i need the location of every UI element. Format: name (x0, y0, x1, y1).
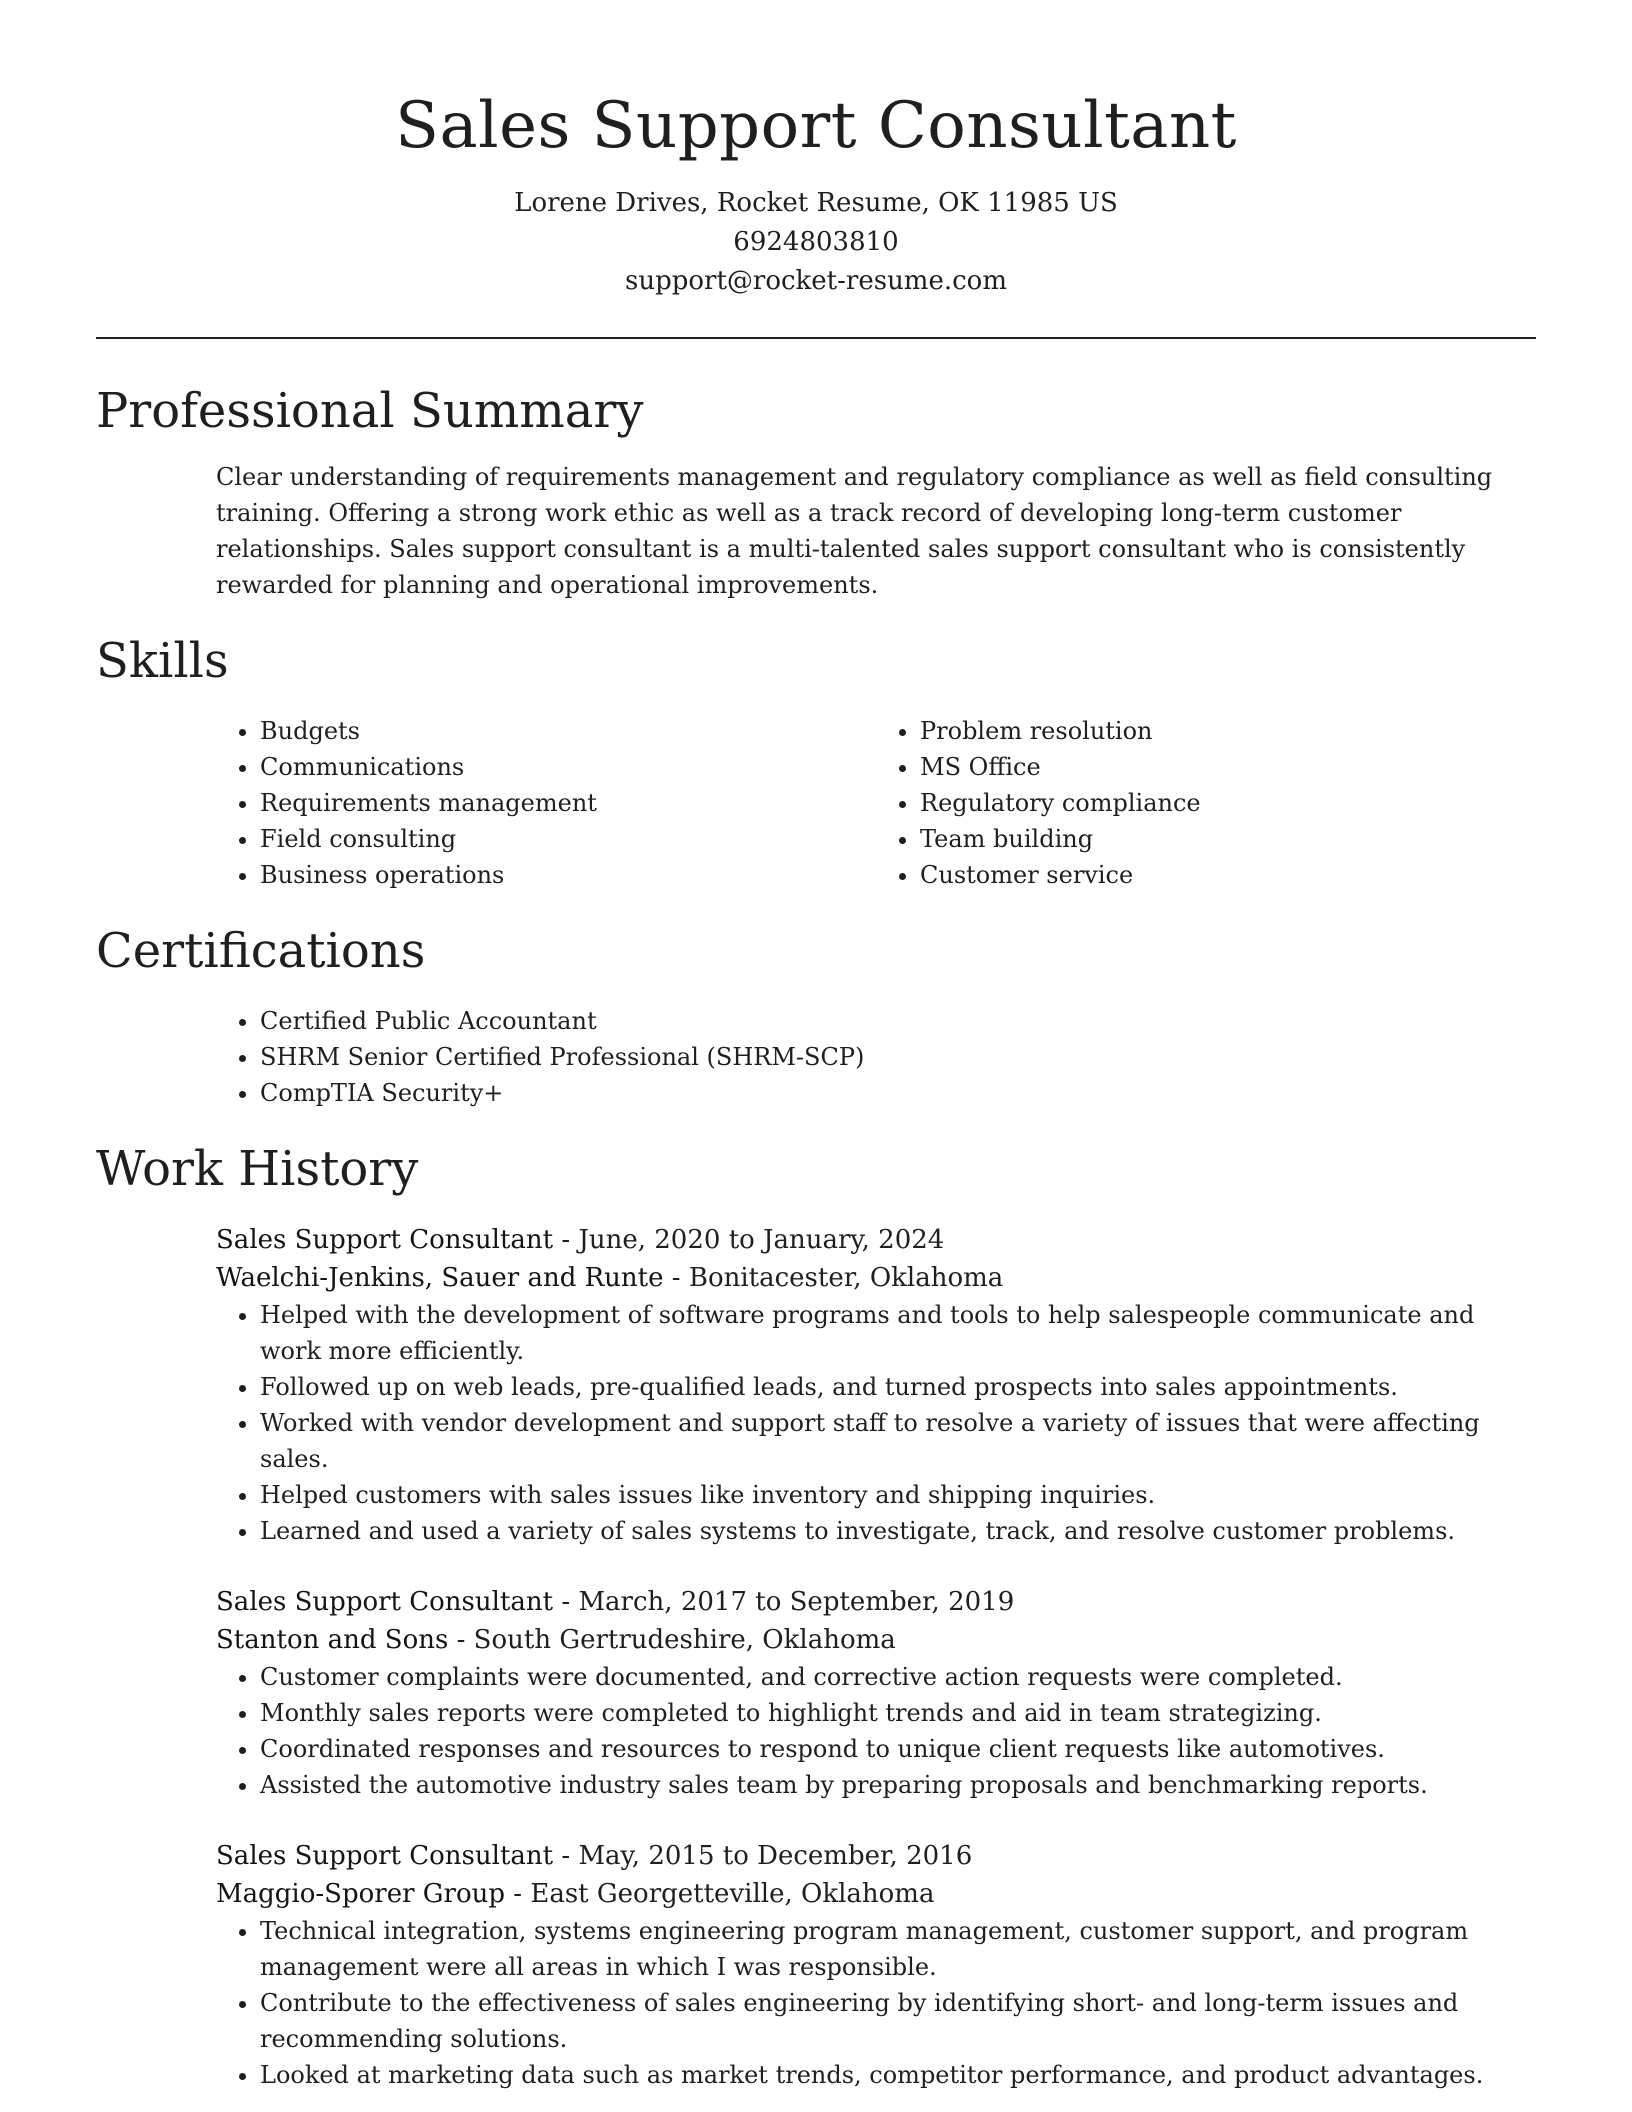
job-bullets (216, 1659, 1536, 1803)
job-location: South Gertrudeshire, Oklahoma (473, 1625, 896, 1655)
job-dates: June, 2020 to January, 2024 (578, 1225, 945, 1255)
job-bullet: • Followed up on web leads, pre-qualified leads, and turned prospects into sales appointments. (260, 1369, 1536, 1405)
job-bullet: • Helped customers with sales issues like inventory and shipping inquiries. (260, 1477, 1536, 1513)
job-bullet: • Coordinated responses and resources to respond to unique client requests like automotives. (260, 1731, 1536, 1767)
certifications-heading: Certifications (96, 923, 426, 979)
skill-item: • Team building (920, 821, 1536, 857)
skill-item: • MS Office (920, 749, 1536, 785)
candidate-name: Sales Support Consultant (395, 89, 1237, 163)
job-company-line: Stanton and Sons - South Gertrudeshire, Oklahoma (216, 1625, 896, 1655)
skill-item: • Budgets (260, 713, 876, 749)
contact-address: Lorene Drives, Rocket Resume, OK 11985 US (514, 188, 1118, 218)
job-bullet: • Worked with vendor development and support staff to resolve a variety of issues that were affecting sales. (260, 1405, 1536, 1477)
summary-text: Clear understanding of requirements management and regulatory compliance as well as field consulting training. Offering a strong work ethic as well as a track record of developing long-term customer relationships. Sales support consultant is a multi-talented sales support consultant who is consistently rewarded for planning and operational improvements. (216, 463, 1493, 599)
job-dates: March, 2017 to September, 2019 (578, 1587, 1015, 1617)
skills-list-left (216, 713, 876, 893)
job-company: Maggio-Sporer Group (216, 1879, 506, 1909)
job-title-line: Sales Support Consultant - May, 2015 to December, 2016 (216, 1841, 973, 1871)
job-company-line: Waelchi-Jenkins, Sauer and Runte - Bonitacester, Oklahoma (216, 1263, 1004, 1293)
skill-item: • Regulatory compliance (920, 785, 1536, 821)
job-entry (216, 1583, 1536, 1803)
resume-page (96, 0, 1536, 2093)
job-company-line: Maggio-Sporer Group - East Georgetteville, Oklahoma (216, 1879, 935, 1909)
skill-item: • Requirements management (260, 785, 876, 821)
contact-phone: 6924803810 (733, 227, 899, 257)
job-bullet: • Assisted the automotive industry sales team by preparing proposals and benchmarking reports. (260, 1767, 1536, 1803)
header-divider (96, 337, 1536, 339)
summary-section (96, 381, 1536, 603)
skill-item: • Communications (260, 749, 876, 785)
skill-item: • Problem resolution (920, 713, 1536, 749)
skill-item: • Business operations (260, 857, 876, 893)
skill-item: • Field consulting (260, 821, 876, 857)
job-company: Waelchi-Jenkins, Sauer and Runte (216, 1263, 664, 1293)
contact-info (96, 184, 1536, 301)
work-history-section (96, 1139, 1536, 2093)
certification-item: • CompTIA Security+ (260, 1075, 1536, 1111)
job-location: East Georgetteville, Oklahoma (530, 1879, 935, 1909)
summary-heading: Professional Summary (96, 383, 644, 439)
skills-list-right (876, 713, 1536, 893)
job-bullets (216, 1297, 1536, 1549)
job-bullet: • Looked at marketing data such as market trends, competitor performance, and product advantages. (260, 2057, 1536, 2093)
job-bullet: • Contribute to the effectiveness of sales engineering by identifying short- and long-term issues and recommending solutions. (260, 1985, 1536, 2057)
job-role: Sales Support Consultant (216, 1225, 554, 1255)
job-title-line: Sales Support Consultant - March, 2017 to September, 2019 (216, 1587, 1015, 1617)
job-bullet: • Monthly sales reports were completed to highlight trends and aid in team strategizing. (260, 1695, 1536, 1731)
resume-header (96, 0, 1536, 301)
certification-item: • Certified Public Accountant (260, 1003, 1536, 1039)
contact-email: support@rocket-resume.com (624, 266, 1007, 296)
certifications-section (96, 921, 1536, 1111)
job-company: Stanton and Sons (216, 1625, 449, 1655)
job-location: Bonitacester, Oklahoma (688, 1263, 1004, 1293)
job-bullet: • Helped with the development of software programs and tools to help salespeople communicate and work more efficiently. (260, 1297, 1536, 1369)
skill-item: • Customer service (920, 857, 1536, 893)
work-history-heading: Work History (96, 1141, 419, 1197)
certifications-container (216, 1003, 1536, 1111)
skills-columns (216, 713, 1536, 893)
job-title-line: Sales Support Consultant - June, 2020 to January, 2024 (216, 1225, 945, 1255)
job-role: Sales Support Consultant (216, 1587, 554, 1617)
skills-heading: Skills (96, 633, 229, 689)
job-bullet: • Customer complaints were documented, and corrective action requests were completed. (260, 1659, 1536, 1695)
skills-section (96, 631, 1536, 893)
job-bullets (216, 1913, 1536, 2093)
job-entry (216, 1221, 1536, 1549)
job-role: Sales Support Consultant (216, 1841, 554, 1871)
certifications-list (216, 1003, 1536, 1111)
job-bullet: • Technical integration, systems engineering program management, customer support, and program management were all areas in which I was responsible. (260, 1913, 1536, 1985)
job-bullet: • Learned and used a variety of sales systems to investigate, track, and resolve customer problems. (260, 1513, 1536, 1549)
job-dates: May, 2015 to December, 2016 (578, 1841, 973, 1871)
certification-item: • SHRM Senior Certified Professional (SHRM-SCP) (260, 1039, 1536, 1075)
job-entry (216, 1837, 1536, 2093)
